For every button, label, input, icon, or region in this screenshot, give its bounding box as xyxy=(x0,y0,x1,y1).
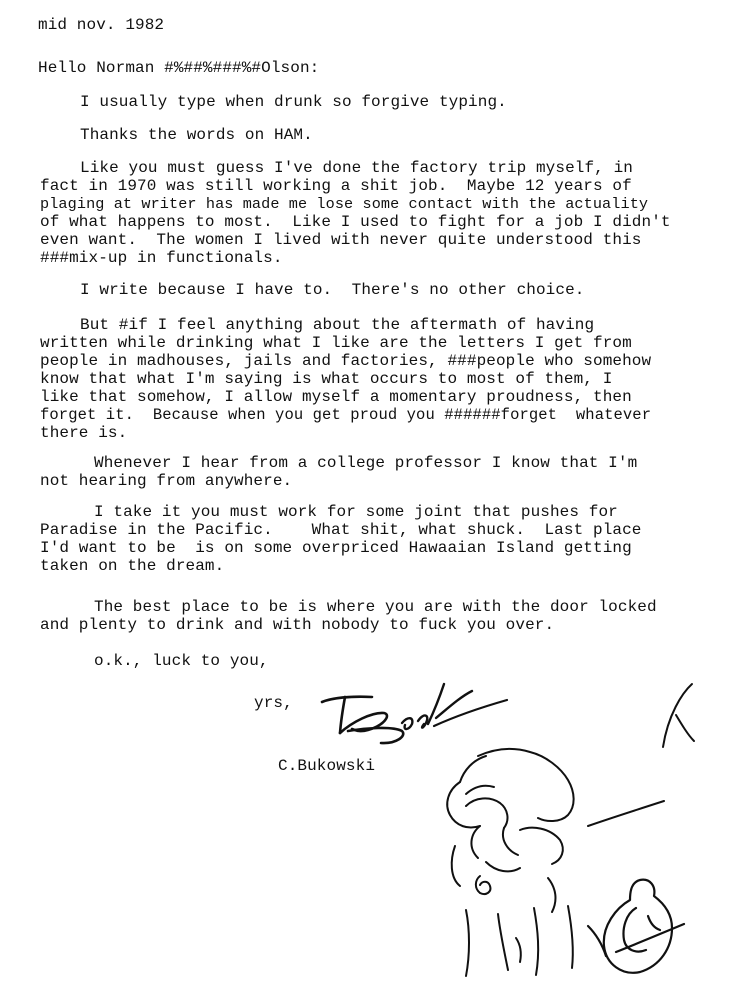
letter-line: plaging at writer has made me lose some contact with the actuality xyxy=(40,195,649,213)
letter-line: The best place to be is where you are with the door locked xyxy=(94,598,657,616)
letter-line: like that somehow, I allow myself a momentary proudness, then xyxy=(40,388,632,406)
letter-line: Like you must guess I've done the factory trip myself, in xyxy=(80,159,633,177)
letter-closing: yrs, xyxy=(254,694,293,712)
letter-line: But #if I feel anything about the aftermath of having xyxy=(80,316,595,334)
letter-line: even want. The women I lived with never quite understood this xyxy=(40,231,642,249)
letter-line: Thanks the words on HAM. xyxy=(80,126,313,144)
letter-typed-name: C.Bukowski xyxy=(278,757,376,775)
letter-line: ###mix-up in functionals. xyxy=(40,249,283,267)
letter-line: I'd want to be is on some overpriced Hawaaian Island getting xyxy=(40,539,632,557)
letter-line: there is. xyxy=(40,424,128,442)
letter-line: not hearing from anywhere. xyxy=(40,472,293,490)
letter-line: fact in 1970 was still working a shit job. Maybe 12 years of xyxy=(40,177,632,195)
letter-line: people in madhouses, jails and factories, ###people who somehow xyxy=(40,352,652,370)
letter-line: I write because I have to. There's no other choice. xyxy=(80,281,585,299)
letter-line: written while drinking what I like are the letters I get from xyxy=(40,334,632,352)
letter-date: mid nov. 1982 xyxy=(38,16,165,34)
letter-line: and plenty to drink and with nobody to fuck you over. xyxy=(40,616,555,634)
letter-line: o.k., luck to you, xyxy=(94,652,269,670)
letter-line: Paradise in the Pacific. What shit, what shuck. Last place xyxy=(40,521,642,539)
letter-line: taken on the dream. xyxy=(40,557,225,575)
letter-line: I take it you must work for some joint that pushes for xyxy=(94,503,618,521)
letter-line: know that what I'm saying is what occurs to most of them, I xyxy=(40,370,613,388)
letter-greeting: Hello Norman #%##%###%#Olson: xyxy=(38,59,320,77)
letter-line: Whenever I hear from a college professor I know that I'm xyxy=(94,454,638,472)
letter-line: of what happens to most. Like I used to fight for a job I didn't xyxy=(40,213,671,231)
letter-line: I usually type when drunk so forgive typing. xyxy=(80,93,507,111)
letter-line: forget it. Because when you get proud you ######forget whatever xyxy=(40,406,652,424)
